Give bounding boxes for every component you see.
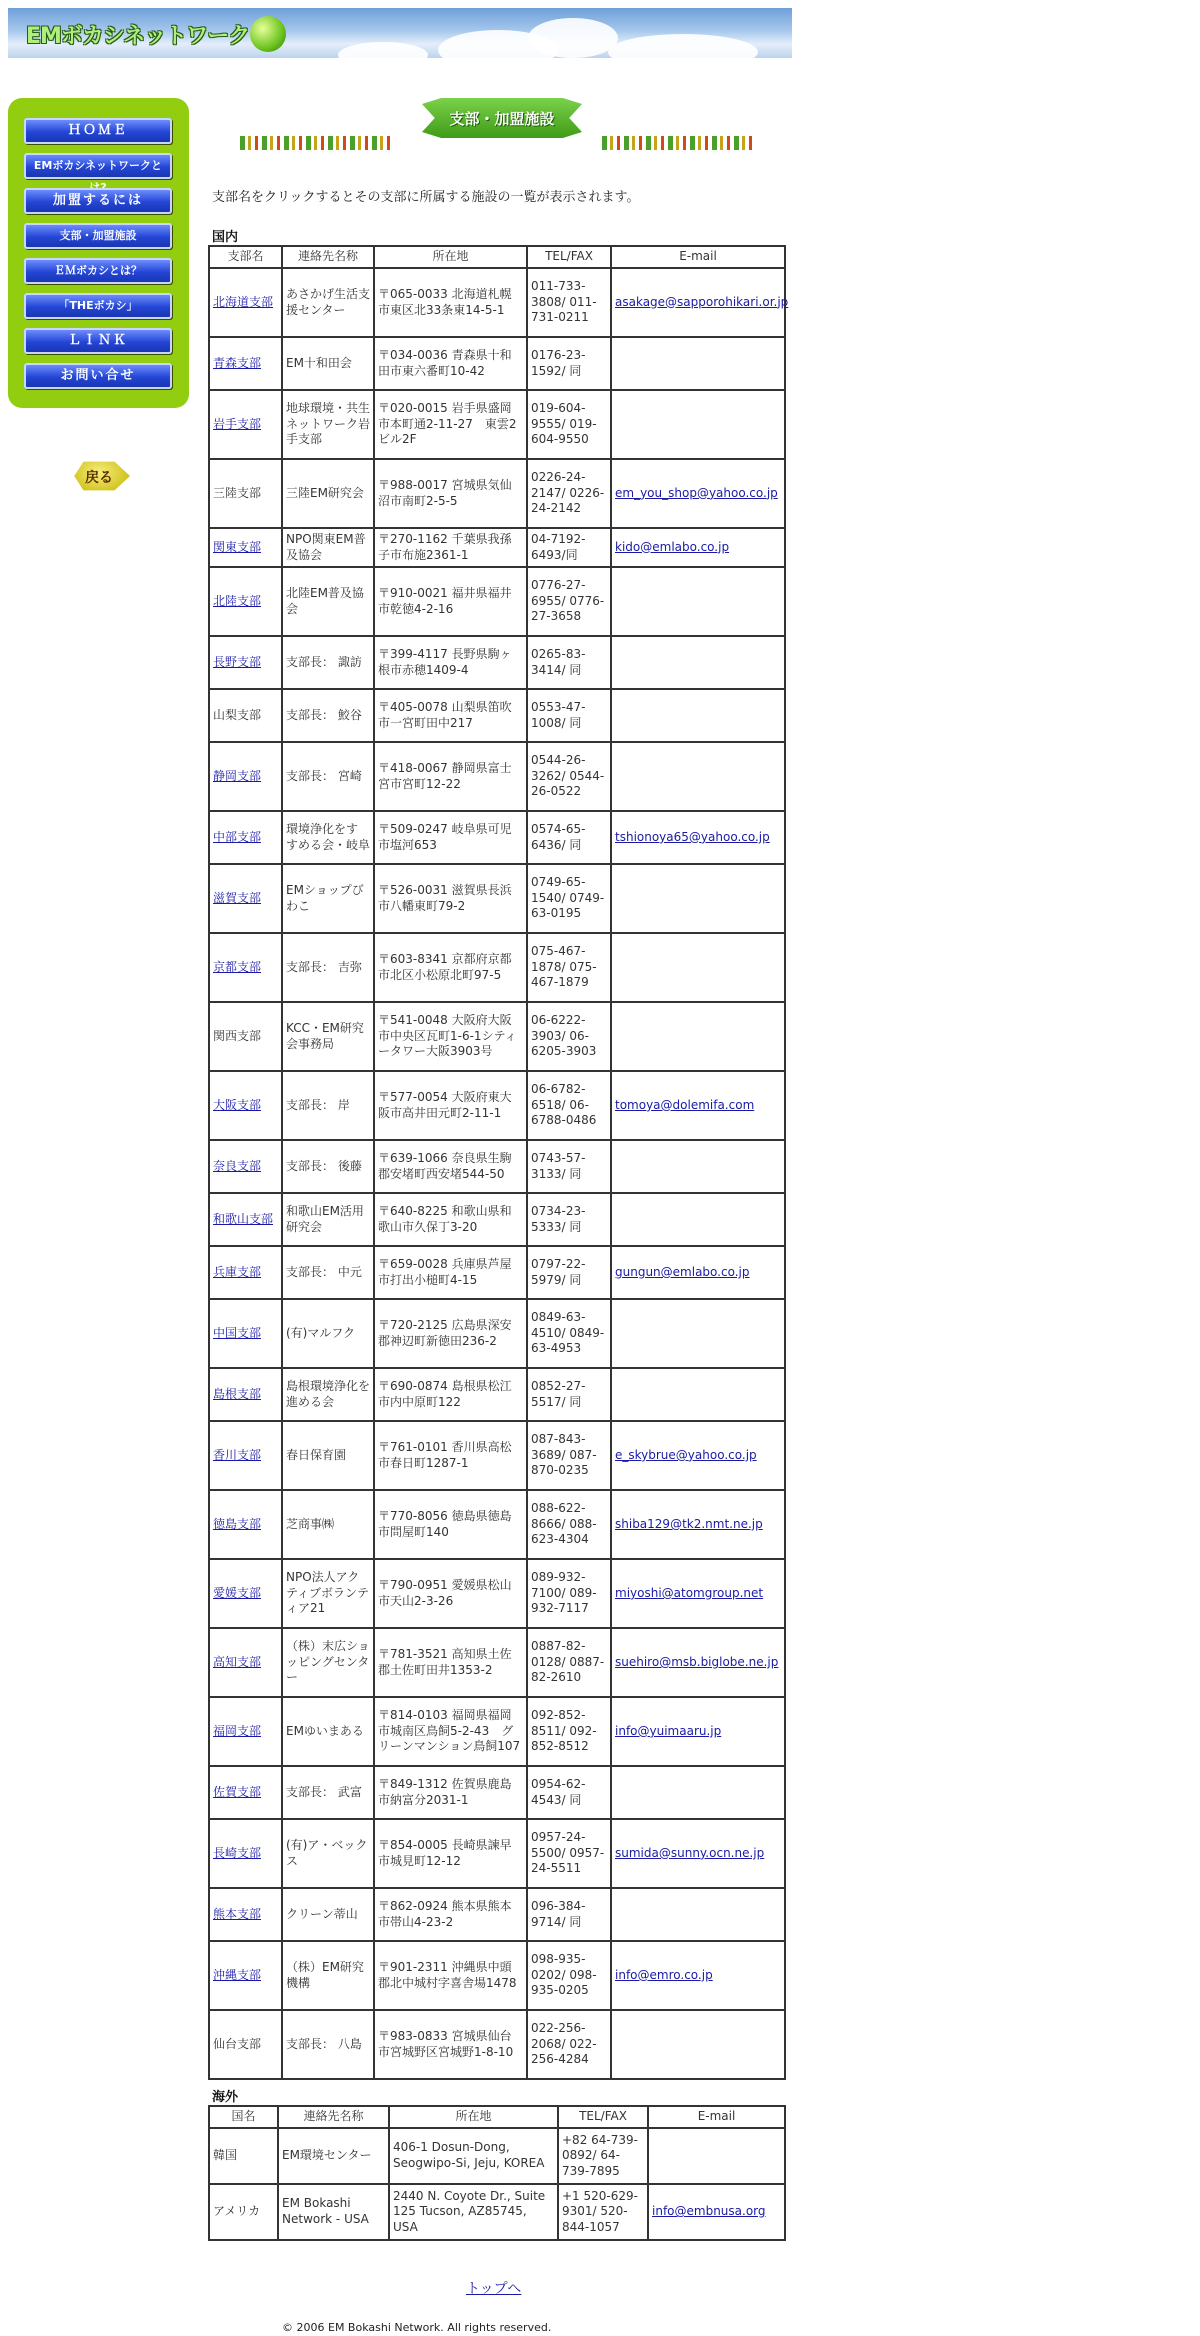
nav-join-button[interactable]: 加盟するには <box>24 188 172 214</box>
branch-link[interactable]: 青森支部 <box>213 355 262 370</box>
email-link[interactable]: gungun@emlabo.co.jp <box>615 1264 750 1279</box>
branch-link[interactable]: 香川支部 <box>213 1447 262 1462</box>
branch-link[interactable]: 京都支部 <box>213 959 262 974</box>
email-link[interactable]: sumida@sunny.ocn.ne.jp <box>615 1845 765 1860</box>
tel-cell: 0749-65-1540/ 0749-63-0195 <box>527 864 611 933</box>
tel-cell: 0574-65-6436/ 同 <box>527 811 611 864</box>
tel-cell: 087-843-3689/ 087-870-0235 <box>527 1421 611 1490</box>
contact-cell: EM十和田会 <box>282 337 374 390</box>
branch-name-cell <box>209 1888 282 1941</box>
nav-home-button[interactable]: ＨＯＭＥ <box>24 118 172 144</box>
branch-link[interactable]: 北海道支部 <box>213 294 274 309</box>
tel-cell: 0176-23-1592/ 同 <box>527 337 611 390</box>
branch-link[interactable]: 愛媛支部 <box>213 1585 262 1600</box>
branch-name-cell <box>209 1490 282 1559</box>
tel-cell: 0553-47-1008/ 同 <box>527 689 611 742</box>
site-banner <box>8 8 792 58</box>
branch-name-cell <box>209 933 282 1002</box>
table-header-row <box>209 2106 785 2128</box>
contact-cell: 芝商事㈱ <box>282 1490 374 1559</box>
branch-row <box>209 933 785 1002</box>
branch-row <box>209 1299 785 1368</box>
page-title: 支部・加盟施設 <box>449 110 555 128</box>
header-cell: 連絡先名称 <box>278 2106 389 2128</box>
branch-name-cell <box>209 1559 282 1628</box>
email-link[interactable]: info@emro.co.jp <box>615 1967 713 1982</box>
email-cell <box>611 1140 785 1193</box>
address-cell: 〒814-0103 福岡県福岡市城南区鳥飼5-2-43 グリーンマンション鳥飼107 <box>374 1697 527 1766</box>
address-cell: 〒020-0015 岩手県盛岡市本町通2-11-27 東雲2ビル2F <box>374 390 527 459</box>
branch-name-cell <box>209 689 282 742</box>
tel-cell: 06-6222-3903/ 06-6205-3903 <box>527 1002 611 1071</box>
email-link[interactable]: info@yuimaaru.jp <box>615 1723 722 1738</box>
overseas-row <box>209 2128 785 2184</box>
contact-cell: 地球環境・共生ネットワーク岩手支部 <box>282 390 374 459</box>
branch-name-cell <box>209 1941 282 2010</box>
address-cell: 〒603-8341 京都府京都市北区小松原北町97-5 <box>374 933 527 1002</box>
contact-cell: EM Bokashi Network - USA <box>278 2184 389 2240</box>
tel-cell: 0226-24-2147/ 0226-24-2142 <box>527 459 611 528</box>
email-cell <box>611 636 785 689</box>
tel-cell: 0776-27-6955/ 0776-27-3658 <box>527 567 611 636</box>
tel-cell: 011-733-3808/ 011-731-0211 <box>527 268 611 337</box>
address-cell: 〒526-0031 滋賀県長浜市八幡東町79-2 <box>374 864 527 933</box>
contact-cell: 支部長： 岸 <box>282 1071 374 1140</box>
branch-link[interactable]: 奈良支部 <box>213 1158 262 1173</box>
email-cell <box>611 1559 785 1628</box>
email-link[interactable]: info@embnusa.org <box>652 2204 766 2219</box>
branch-row <box>209 1246 785 1299</box>
intro-text: 支部名をクリックするとその支部に所属する施設の一覧が表示されます。 <box>212 190 640 205</box>
footer-copyright: © 2006 EM Bokashi Network. All rights reserved. <box>282 2321 552 2334</box>
tel-cell: 0887-82-0128/ 0887-82-2610 <box>527 1628 611 1697</box>
contact-cell: 北陸EM普及協会 <box>282 567 374 636</box>
email-link[interactable]: e_skybrue@yahoo.co.jp <box>615 1447 757 1462</box>
tel-cell: 0265-83-3414/ 同 <box>527 636 611 689</box>
overseas-title: 海外 <box>212 2090 239 2105</box>
country-cell: 韓国 <box>209 2128 278 2184</box>
address-cell: 〒910-0021 福井県福井市乾徳4-2-16 <box>374 567 527 636</box>
address-cell: 〒405-0078 山梨県笛吹市一宮町田中217 <box>374 689 527 742</box>
branch-name: 仙台支部 <box>213 2036 262 2051</box>
email-link[interactable]: em_you_shop@yahoo.co.jp <box>615 485 778 500</box>
page-heading <box>422 98 582 138</box>
contact-cell: KCC・EM研究会事務局 <box>282 1002 374 1071</box>
contact-cell: 島根環境浄化を進める会 <box>282 1368 374 1421</box>
branch-name-cell <box>209 1368 282 1421</box>
address-cell: 〒399-4117 長野県駒ヶ根市赤穂1409-4 <box>374 636 527 689</box>
email-cell <box>611 1299 785 1368</box>
email-cell <box>648 2184 785 2240</box>
email-link[interactable]: tshionoya65@yahoo.co.jp <box>615 829 770 844</box>
branch-name-cell <box>209 459 282 528</box>
branch-link[interactable]: 岩手支部 <box>213 416 262 431</box>
tel-cell: 0852-27-5517/ 同 <box>527 1368 611 1421</box>
branch-row <box>209 390 785 459</box>
branch-name-cell <box>209 1071 282 1140</box>
email-link[interactable]: shiba129@tk2.nmt.ne.jp <box>615 1516 763 1531</box>
branch-row <box>209 337 785 390</box>
branch-name-cell <box>209 528 282 567</box>
tel-cell: 092-852-8511/ 092-852-8512 <box>527 1697 611 1766</box>
branch-row <box>209 1628 785 1697</box>
branch-row <box>209 268 785 337</box>
branch-link[interactable]: 沖縄支部 <box>213 1967 262 1982</box>
tel-cell: 019-604-9555/ 019-604-9550 <box>527 390 611 459</box>
address-cell: 〒509-0247 岐阜県可児市塩河653 <box>374 811 527 864</box>
email-cell <box>611 689 785 742</box>
header-cell: 所在地 <box>374 246 527 268</box>
tel-cell: +1 520-629-9301/ 520-844-1057 <box>558 2184 648 2240</box>
email-cell <box>611 337 785 390</box>
branch-row <box>209 459 785 528</box>
email-cell <box>611 864 785 933</box>
domestic-table <box>208 245 789 2080</box>
contact-cell: 支部長： 吉弥 <box>282 933 374 1002</box>
decoration-left-icon <box>240 136 390 150</box>
email-cell <box>611 1368 785 1421</box>
branch-name-cell <box>209 636 282 689</box>
header-cell: 所在地 <box>389 2106 558 2128</box>
branch-name-cell <box>209 1766 282 1819</box>
decoration-right-icon <box>602 136 752 150</box>
branch-row <box>209 567 785 636</box>
branch-row <box>209 1002 785 1071</box>
email-cell <box>611 933 785 1002</box>
branch-name-cell <box>209 1421 282 1490</box>
contact-cell: 環境浄化をすすめる会・岐阜 <box>282 811 374 864</box>
branch-row <box>209 636 785 689</box>
branch-row <box>209 1941 785 2010</box>
contact-cell: クリーン蒂山 <box>282 1888 374 1941</box>
email-cell <box>611 1941 785 2010</box>
email-cell <box>611 1421 785 1490</box>
contact-cell: 和歌山EM活用研究会 <box>282 1193 374 1246</box>
branch-row <box>209 1559 785 1628</box>
branch-name-cell <box>209 1299 282 1368</box>
address-cell: 406-1 Dosun-Dong, Seogwipo-Si, Jeju, KOREA <box>389 2128 558 2184</box>
tel-cell: 075-467-1878/ 075-467-1879 <box>527 933 611 1002</box>
branch-link[interactable]: 熊本支部 <box>213 1906 262 1921</box>
branch-name-cell <box>209 2010 282 2079</box>
contact-cell: 支部長： 諏訪 <box>282 636 374 689</box>
address-cell: 〒640-8225 和歌山県和歌山市久保丁3-20 <box>374 1193 527 1246</box>
site-title: EMボカシネットワーク <box>26 24 250 49</box>
contact-cell: EMショップびわこ <box>282 864 374 933</box>
address-cell: 〒720-2125 広島県深安郡神辺町新徳田236-2 <box>374 1299 527 1368</box>
address-cell: 〒690-0874 島根県松江市内中原町122 <box>374 1368 527 1421</box>
branch-link[interactable]: 北陸支部 <box>213 593 262 608</box>
email-cell <box>611 1766 785 1819</box>
contact-cell: 支部長： 武富 <box>282 1766 374 1819</box>
overseas-row <box>209 2184 785 2240</box>
branch-name-cell <box>209 390 282 459</box>
email-cell <box>611 1002 785 1071</box>
tel-cell: 098-935-0202/ 098-935-0205 <box>527 1941 611 2010</box>
branch-row <box>209 1766 785 1819</box>
branch-link[interactable]: 長野支部 <box>213 654 262 669</box>
branch-row <box>209 2010 785 2079</box>
email-cell <box>611 268 789 337</box>
header-cell: 国名 <box>209 2106 278 2128</box>
email-cell <box>611 1071 785 1140</box>
nav-bokashi-button[interactable]: ＥＭボカシとは？ <box>24 258 172 284</box>
branch-link[interactable]: 福岡支部 <box>213 1723 262 1738</box>
tel-cell: +82 64-739-0892/ 64-739-7895 <box>558 2128 648 2184</box>
address-cell: 〒418-0067 静岡県富士宮市宮町12-22 <box>374 742 527 811</box>
overseas-table <box>208 2105 786 2241</box>
branch-link[interactable]: 滋賀支部 <box>213 890 262 905</box>
header-cell: E-mail <box>611 246 785 268</box>
header-cell: TEL/FAX <box>558 2106 648 2128</box>
email-cell <box>611 742 785 811</box>
tel-cell: 0734-23-5333/ 同 <box>527 1193 611 1246</box>
branch-row <box>209 1193 785 1246</box>
contact-cell: 支部長： 八島 <box>282 2010 374 2079</box>
branch-row <box>209 1368 785 1421</box>
branch-row <box>209 811 785 864</box>
nav-the-bokashi-button[interactable]: 「THEボカシ」 <box>24 293 172 319</box>
branch-name: 関西支部 <box>213 1028 262 1043</box>
address-cell: 〒065-0033 北海道札幌市東区北33条東14-5-1 <box>374 268 527 337</box>
email-cell <box>611 1490 785 1559</box>
contact-cell: 春日保育園 <box>282 1421 374 1490</box>
branch-row <box>209 1697 785 1766</box>
email-link[interactable]: miyoshi@atomgroup.net <box>615 1585 764 1600</box>
email-cell <box>611 1193 785 1246</box>
branch-link[interactable]: 中国支部 <box>213 1325 262 1340</box>
email-cell <box>611 567 785 636</box>
address-cell: 〒270-1162 千葉県我孫子市布施2361-1 <box>374 528 527 567</box>
tel-cell: 096-384-9714/ 同 <box>527 1888 611 1941</box>
branch-name-cell <box>209 742 282 811</box>
contact-cell: あさかげ生活支援センター <box>282 268 374 337</box>
contact-cell: EM環境センター <box>278 2128 389 2184</box>
tel-cell: 0957-24-5500/ 0957-24-5511 <box>527 1819 611 1888</box>
branch-link[interactable]: 島根支部 <box>213 1386 262 1401</box>
branch-link[interactable]: 佐賀支部 <box>213 1784 262 1799</box>
address-cell: 〒659-0028 兵庫県芦屋市打出小槌町4-15 <box>374 1246 527 1299</box>
branch-row <box>209 1140 785 1193</box>
tel-cell: 088-622-8666/ 088-623-4304 <box>527 1490 611 1559</box>
branch-link[interactable]: 兵庫支部 <box>213 1264 262 1279</box>
branch-name-cell <box>209 1819 282 1888</box>
address-cell: 〒577-0054 大阪府東大阪市高井田元町2-11-1 <box>374 1071 527 1140</box>
email-cell <box>611 390 785 459</box>
tel-cell: 0743-57-3133/ 同 <box>527 1140 611 1193</box>
address-cell: 〒781-3521 高知県土佐郡土佐町田井1353-2 <box>374 1628 527 1697</box>
contact-cell: NPO関東EM普及協会 <box>282 528 374 567</box>
email-cell <box>648 2128 785 2184</box>
address-cell: 〒541-0048 大阪府大阪市中央区瓦町1-6-1シティータワー大阪3903号 <box>374 1002 527 1071</box>
nav-branches-button[interactable]: 支部・加盟施設 <box>24 223 172 249</box>
contact-cell: 支部長： 後藤 <box>282 1140 374 1193</box>
back-button[interactable] <box>68 458 130 494</box>
tel-cell: 0544-26-3262/ 0544-26-0522 <box>527 742 611 811</box>
tel-cell: 0849-63-4510/ 0849-63-4953 <box>527 1299 611 1368</box>
branch-name-cell <box>209 1246 282 1299</box>
branch-link[interactable]: 関東支部 <box>213 539 262 554</box>
contact-cell: 三陸EM研究会 <box>282 459 374 528</box>
branch-row <box>209 864 785 933</box>
branch-link[interactable]: 長崎支部 <box>213 1845 262 1860</box>
branch-name-cell <box>209 567 282 636</box>
address-cell: 2440 N. Coyote Dr., Suite 125 Tucson, AZ85745, USA <box>389 2184 558 2240</box>
branch-link[interactable]: 中部支部 <box>213 829 262 844</box>
nav-about-button[interactable]: EMボカシネットワークと <box>24 153 172 179</box>
tel-cell: 0797-22-5979/ 同 <box>527 1246 611 1299</box>
tel-cell: 0954-62-4543/ 同 <box>527 1766 611 1819</box>
branch-row <box>209 1421 785 1490</box>
email-cell <box>611 1246 785 1299</box>
branch-name: 山梨支部 <box>213 707 262 722</box>
tel-cell: 089-932-7100/ 089-932-7117 <box>527 1559 611 1628</box>
nav-link-button[interactable]: ＬＩＮＫ <box>24 328 172 354</box>
top-link[interactable]: トップへ <box>466 2281 522 2297</box>
branch-row <box>209 742 785 811</box>
nav-contact-button[interactable]: お問い合せ <box>24 363 172 389</box>
header-cell: E-mail <box>648 2106 785 2128</box>
branch-name-cell <box>209 1697 282 1766</box>
email-cell <box>611 1697 785 1766</box>
email-cell <box>611 2010 785 2079</box>
email-link[interactable]: asakage@sapporohikari.or.jp <box>615 294 789 309</box>
address-cell: 〒790-0951 愛媛県松山市天山2-3-26 <box>374 1559 527 1628</box>
branch-link[interactable]: 高知支部 <box>213 1654 262 1669</box>
branch-link[interactable]: 徳島支部 <box>213 1516 262 1531</box>
address-cell: 〒849-1312 佐賀県鹿島市納富分2031-1 <box>374 1766 527 1819</box>
back-button-label: 戻る <box>85 470 113 486</box>
email-cell <box>611 528 785 567</box>
logo-icon <box>250 16 286 52</box>
email-link[interactable]: kido@emlabo.co.jp <box>615 539 730 554</box>
domestic-title: 国内 <box>212 230 239 245</box>
branch-name-cell <box>209 1002 282 1071</box>
header-cell: TEL/FAX <box>527 246 611 268</box>
address-cell: 〒854-0005 長崎県諫早市城見町12-12 <box>374 1819 527 1888</box>
address-cell: 〒770-8056 徳島県徳島市問屋町140 <box>374 1490 527 1559</box>
branch-name-cell <box>209 811 282 864</box>
tel-cell: 04-7192-6493/同 <box>527 528 611 567</box>
branch-row <box>209 528 785 567</box>
contact-cell: （株）EM研究機構 <box>282 1941 374 2010</box>
contact-cell: 支部長： 宮崎 <box>282 742 374 811</box>
branch-name: 三陸支部 <box>213 485 262 500</box>
contact-cell: 支部長： 鮫谷 <box>282 689 374 742</box>
branch-row <box>209 1819 785 1888</box>
contact-cell: 支部長： 中元 <box>282 1246 374 1299</box>
email-cell <box>611 1888 785 1941</box>
contact-cell: NPO法人アクティブボランティア21 <box>282 1559 374 1628</box>
branch-name-cell <box>209 1193 282 1246</box>
address-cell: 〒983-0833 宮城県仙台市宮城野区宮城野1-8-10 <box>374 2010 527 2079</box>
branch-name-cell <box>209 268 282 337</box>
branch-name-cell <box>209 1628 282 1697</box>
branch-name-cell <box>209 337 282 390</box>
email-cell <box>611 811 785 864</box>
sidebar-nav <box>8 98 189 408</box>
tel-cell: 022-256-2068/ 022-256-4284 <box>527 2010 611 2079</box>
email-cell <box>611 1628 785 1697</box>
branch-name-cell <box>209 864 282 933</box>
contact-cell: (有)マルフク <box>282 1299 374 1368</box>
branch-name-cell <box>209 1140 282 1193</box>
branch-row <box>209 1490 785 1559</box>
branch-link[interactable]: 静岡支部 <box>213 768 262 783</box>
branch-row <box>209 1888 785 1941</box>
header-cell: 支部名 <box>209 246 282 268</box>
address-cell: 〒901-2311 沖縄県中頭郡北中城村字喜舎場1478 <box>374 1941 527 2010</box>
country-cell: アメリカ <box>209 2184 278 2240</box>
branch-link[interactable]: 和歌山支部 <box>213 1211 274 1226</box>
header-cell: 連絡先名称 <box>282 246 374 268</box>
contact-cell: EMゆいまある <box>282 1697 374 1766</box>
branch-link[interactable]: 大阪支部 <box>213 1097 262 1112</box>
email-cell <box>611 1819 785 1888</box>
contact-cell: (有)ア・ベックス <box>282 1819 374 1888</box>
address-cell: 〒639-1066 奈良県生駒郡安堵町西安堵544-50 <box>374 1140 527 1193</box>
table-header-row <box>209 246 785 268</box>
tel-cell: 06-6782-6518/ 06-6788-0486 <box>527 1071 611 1140</box>
contact-cell: （株）末広ショッピングセンター <box>282 1628 374 1697</box>
address-cell: 〒034-0036 青森県十和田市東六番町10-42 <box>374 337 527 390</box>
email-link[interactable]: tomoya@dolemifa.com <box>615 1097 755 1112</box>
branch-row <box>209 1071 785 1140</box>
email-link[interactable]: suehiro@msb.biglobe.ne.jp <box>615 1654 779 1669</box>
address-cell: 〒988-0017 宮城県気仙沼市南町2-5-5 <box>374 459 527 528</box>
address-cell: 〒761-0101 香川県高松市春日町1287-1 <box>374 1421 527 1490</box>
branch-row <box>209 689 785 742</box>
address-cell: 〒862-0924 熊本県熊本市帯山4-23-2 <box>374 1888 527 1941</box>
email-cell <box>611 459 785 528</box>
